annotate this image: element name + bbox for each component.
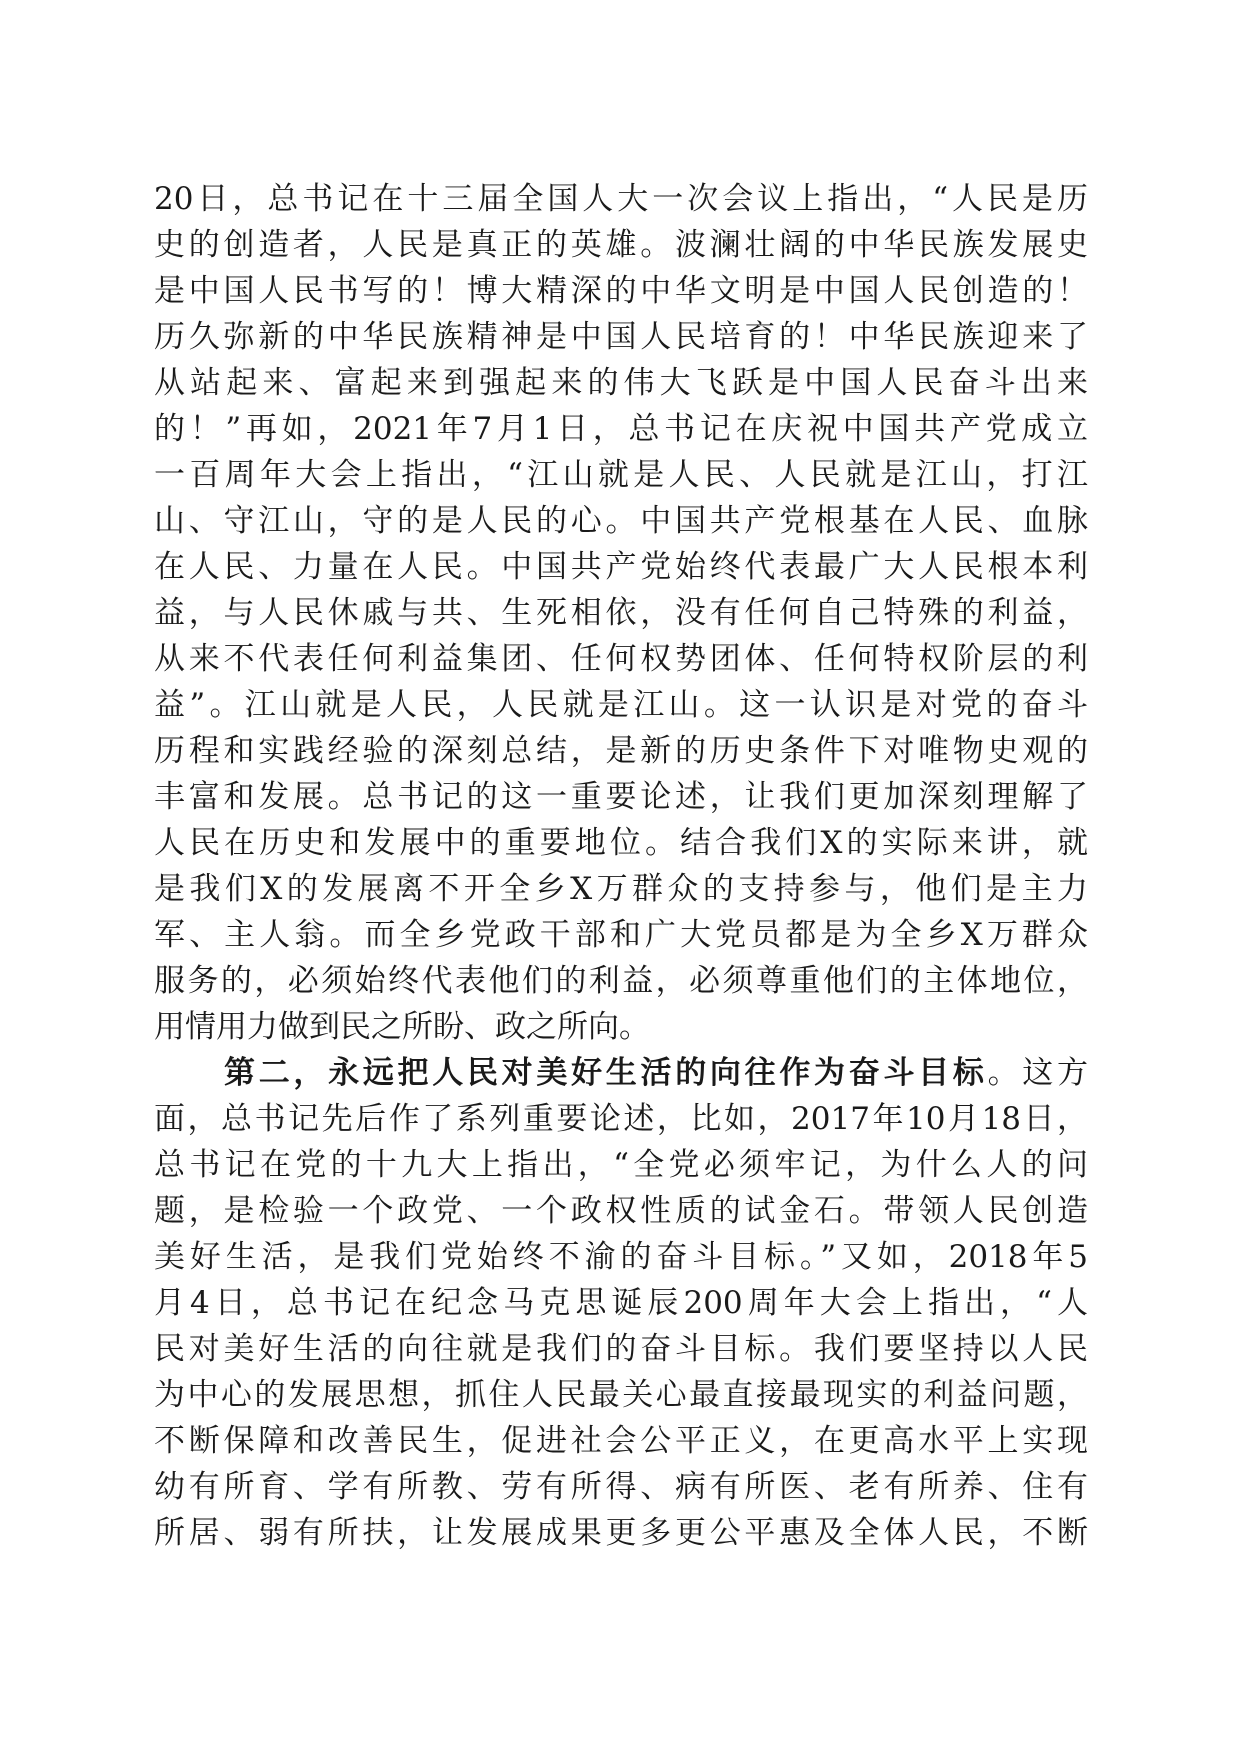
section-heading: 第二，永远把人民对美好生活的向往作为奋斗目标: [224, 1055, 988, 1091]
text-line: 一百周年大会上指出，“江山就是人民、人民就是江山，打江: [154, 457, 1088, 493]
text-line: 益，与人民休戚与共、生死相依，没有任何自己特殊的利益，: [154, 595, 1088, 631]
text-line: 在人民、力量在人民。中国共产党始终代表最广大人民根本利: [154, 549, 1088, 585]
text-line: 服务的，必须始终代表他们的利益，必须尊重他们的主体地位，: [154, 963, 1088, 999]
text-line: 史的创造者，人民是真正的英雄。波澜壮阔的中华民族发展史: [154, 227, 1088, 263]
text-line: 丰富和发展。总书记的这一重要论述，让我们更加深刻理解了: [154, 779, 1088, 815]
text-line: 民对美好生活的向往就是我们的奋斗目标。我们要坚持以人民: [154, 1331, 1088, 1367]
text-line: 军、主人翁。而全乡党政干部和广大党员都是为全乡X万群众: [154, 917, 1088, 953]
text-line: 面，总书记先后作了系列重要论述，比如，2017年10月18日，: [154, 1101, 1088, 1137]
text-line: 山、守江山，守的是人民的心。中国共产党根基在人民、血脉: [154, 503, 1088, 539]
text-line: 为中心的发展思想，抓住人民最关心最直接最现实的利益问题，: [154, 1377, 1088, 1413]
text-line: 是中国人民书写的！博大精深的中华文明是中国人民创造的！: [154, 273, 1088, 309]
text-line: 益”。江山就是人民，人民就是江山。这一认识是对党的奋斗: [154, 687, 1088, 723]
text-line: 历程和实践经验的深刻总结，是新的历史条件下对唯物史观的: [154, 733, 1088, 769]
text-line: 总书记在党的十九大上指出，“全党必须牢记，为什么人的问: [154, 1147, 1088, 1183]
text-line: 历久弥新的中华民族精神是中国人民培育的！中华民族迎来了: [154, 319, 1088, 355]
text-line: 从来不代表任何利益集团、任何权势团体、任何特权阶层的利: [154, 641, 1088, 677]
heading-continuation: 。这方: [987, 1055, 1089, 1091]
text-line: 用情用力做到民之所盼、政之所向。: [154, 1009, 650, 1045]
text-line: 是我们X的发展离不开全乡X万群众的支持参与，他们是主力: [154, 871, 1088, 907]
text-line: 题，是检验一个政党、一个政权性质的试金石。带领人民创造: [154, 1193, 1088, 1229]
text-line: 月4日，总书记在纪念马克思诞辰200周年大会上指出，“人: [154, 1285, 1088, 1321]
text-line: 20日，总书记在十三届全国人大一次会议上指出，“人民是历: [154, 181, 1088, 217]
text-line: 的！”再如，2021年7月1日，总书记在庆祝中国共产党成立: [154, 411, 1088, 447]
text-line: 美好生活，是我们党始终不渝的奋斗目标。”又如，2018年5: [154, 1239, 1088, 1275]
text-line: 所居、弱有所扶，让发展成果更多更公平惠及全体人民，不断: [154, 1515, 1088, 1551]
section-heading-line: [224, 1050, 1088, 1096]
text-line: 不断保障和改善民生，促进社会公平正义，在更高水平上实现: [154, 1423, 1088, 1459]
text-line: 人民在历史和发展中的重要地位。结合我们X的实际来讲，就: [154, 825, 1088, 861]
text-line: 幼有所育、学有所教、劳有所得、病有所医、老有所养、住有: [154, 1469, 1088, 1505]
text-line: 从站起来、富起来到强起来的伟大飞跃是中国人民奋斗出来: [154, 365, 1088, 401]
